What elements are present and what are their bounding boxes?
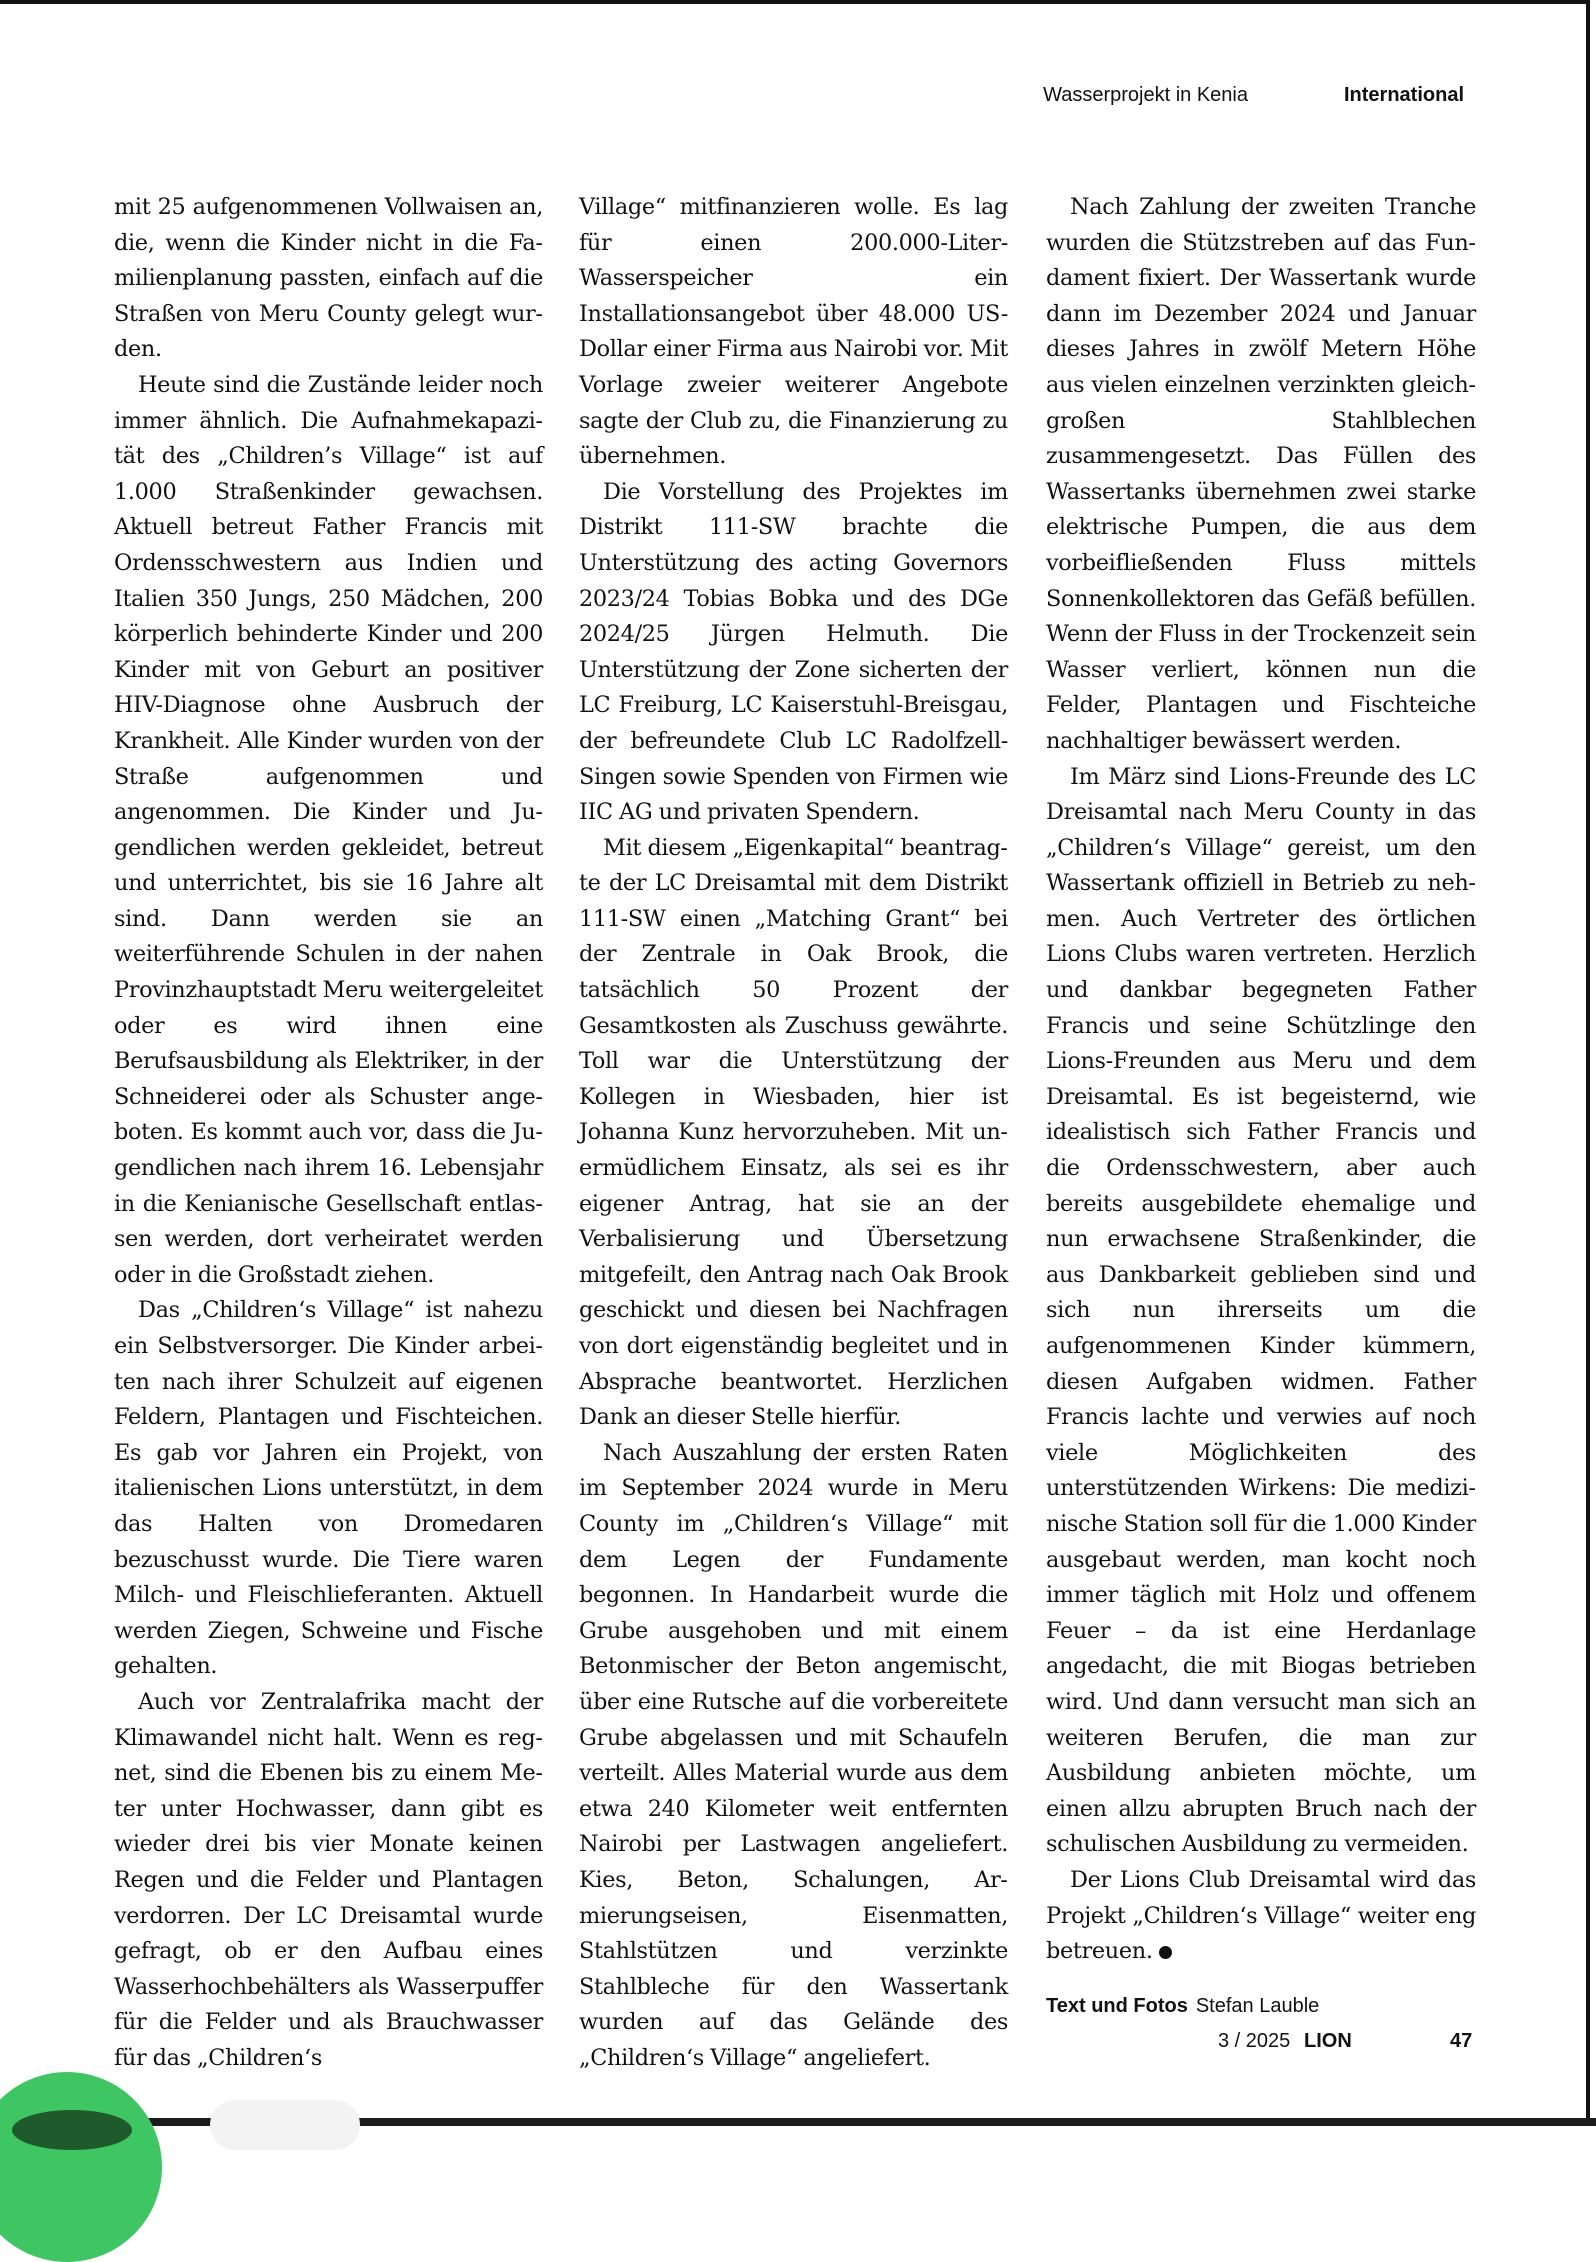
paragraph: Nach Zahlung der zweiten Tranche wurden die Stützstreben auf das Fundament fixiert. Der Wassertank wurde dann im Dezember 2024 und Januar dieses Jahres in zwölf Metern Höhe aus vielen einzelnen verzinkten gleichgroßen Stahlblechen zusammengesetzt. Das Füllen des Wassertanks übernehmen zwei starke elektrische Pumpen, die aus dem vorbeifließenden Fluss mittels Sonnenkollektoren das Gefäß befüllen. Wenn der Fluss in der Trockenzeit sein Wasser verliert, können nun die Felder, Plantagen und Fischteiche nachhaltiger bewässert werden. — [1046, 194, 1476, 754]
end-of-article-icon — [1159, 1946, 1172, 1959]
footer-magazine: LION — [1304, 2030, 1352, 2052]
footer-issue: 3 / 2025 — [1218, 2030, 1291, 2052]
paragraph: Im März sind Lions-Freunde des LC Dreisamtal nach Meru County in das „Children‘s Village“ gereist, um den Wassertank offiziell in Betrieb zu nehmen. Auch Vertreter des örtlichen Lions Clubs waren vertreten. Herzlich und dankbar begegneten Father Francis und seine Schützlinge den Lions-Freunden aus Meru und dem Dreisamtal. Es ist begeisternd, wie idealistisch sich Father Francis und die Ordensschwestern, aber auch bereits ausgebildete ehemalige und nun erwachsene Straßenkinder, die aus Dankbarkeit geblieben sind und sich nun ihrerseits um die aufgenommenen Kinder kümmern, diesen Aufgaben widmen. Father Francis lachte und verwies auf noch viele Möglichkeiten des unterstützenden Wirkens: Die medizinische Station soll für die 1.000 Kinder ausgebaut werden, man kocht noch immer täglich mit Holz und offenem Feuer – da ist eine Herdanlage angedacht, die mit Biogas betrieben wird. Und dann versucht man sich an weiteren Berufen, die man zur Ausbildung anbieten möchte, um einen allzu abrupten Bruch nach der schulischen Ausbildung zu vermeiden. — [1046, 763, 1476, 1858]
paragraph: Nach Auszahlung der ersten Raten im September 2024 wurde in Meru County im „Children‘s Village“ mit dem Legen der Fundamente begonnen. In Handarbeit wurde die Grube ausgehoben und mit einem Betonmischer der Beton angemischt, über eine Rutsche auf die vorbereitete Grube abgelassen und mit Schaufeln verteilt. Alles Material wurde aus dem etwa 240 Kilometer weit entfernten Nairobi per Lastwagen angeliefert. Kies, Beton, Schalungen, Armierungseisen, Eisenmatten, Stahlstützen und verzinkte Stahlbleche für den Wassertank wurden auf das Gelände des „Children‘s Village“ angeliefert. — [579, 1439, 1008, 2071]
header-topic: Wasserprojekt in Kenia — [1043, 84, 1248, 106]
paragraph: Das „Children‘s Village“ ist nahezu ein Selbstversorger. Die Kinder arbeiten nach ihrer Schulzeit auf eigenen Feldern, Plantagen und Fischteichen. Es gab vor Jahren ein Projekt, von italienischen Lions unterstützt, in dem das Halten von Dromedaren bezuschusst wurde. Die Tiere waren Milch- und Fleischlieferanten. Aktuell werden Ziegen, Schweine und Fische gehalten. — [114, 1297, 543, 1680]
paragraph-text: Der Lions Club Dreisamtal wird das Projekt „Children‘s Village“ weiter eng betreuen. — [1046, 1866, 1476, 1965]
paragraph: Village“ mitfinanzieren wolle. Es lag für einen 200.000-Liter-Wasserspeicher ein Installationsangebot über 48.000 US-Dollar einer Firma aus Nairobi vor. Mit Vorlage zweier weiterer Angebote sagte der Club zu, die Finanzierung zu übernehmen. — [579, 194, 1008, 470]
paragraph: Die Vorstellung des Projektes im Distrikt 111-SW brachte die Unterstützung des acting Governors 2023/24 Tobias Bobka und des DGe 2024/25 Jürgen Helmuth. Die Unterstützung der Zone sicherten der LC Freiburg, LC Kaiserstuhl-Breisgau, der befreundete Club LC Radolfzell-Singen sowie Spenden von Firmen wie IIC AG und privaten Spendern. — [579, 478, 1008, 826]
column-2 — [579, 190, 1008, 2076]
page-number: 47 — [1450, 2030, 1473, 2052]
column-1 — [114, 190, 543, 2076]
credit-label: Text und Fotos — [1046, 1994, 1188, 2017]
credit-author: Stefan Lauble — [1195, 1994, 1320, 2017]
paragraph: mit 25 aufgenommenen Vollwaisen an, die, wenn die Kinder nicht in die Familienplanung passten, einfach auf die Straßen von Meru County gelegt wurden. — [114, 194, 543, 363]
paragraph: Auch vor Zentralafrika macht der Klimawandel nicht halt. Wenn es regnet, sind die Ebenen bis zu einem Meter unter Hochwasser, dann gibt es wieder drei bis vier Monate keinen Regen und die Felder und Plantagen verdorren. Der LC Dreisamtal wurde gefragt, ob er den Aufbau eines Wasserhochbehälters als Wasserpuffer für die Felder und als Brauchwasser für das „Children‘s — [114, 1688, 543, 2071]
paragraph: Heute sind die Zustände leider noch immer ähnlich. Die Aufnahmekapazität des „Children’s Village“ ist auf 1.000 Straßenkinder gewachsen. Aktuell betreut Father Francis mit Ordensschwestern aus Indien und Italien 350 Jungs, 250 Mädchen, 200 körperlich behinderte Kinder und 200 Kinder mit von Geburt an positiver HIV-Diagnose ohne Ausbruch der Krankheit. Alle Kinder wurden von der Straße aufgenommen und angenommen. Die Kinder und Jugendlichen werden gekleidet, betreut und unterrichtet, bis sie 16 Jahre alt sind. Dann werden sie an weiterführende Schulen in der nahen Provinzhauptstadt Meru weitergeleitet oder es wird ihnen eine Berufsausbildung als Elektriker, in der Schneiderei oder als Schuster angeboten. Es kommt auch vor, dass die Jugendlichen nach ihrem 16. Lebensjahr in die Kenianische Gesellschaft entlassen werden, dort verheiratet werden oder in die Großstadt ziehen. — [114, 371, 543, 1288]
paragraph: Mit diesem „Eigenkapital“ beantragte der LC Dreisamtal mit dem Distrikt 111-SW einen „Matching Grant“ bei der Zentrale in Oak Brook, die tatsächlich 50 Prozent der Gesamtkosten als Zuschuss gewährte. Toll war die Unterstützung der Kollegen in Wiesbaden, hier ist Johanna Kunz hervorzuheben. Mit unermüdlichem Einsatz, als sei es ihr eigener Antrag, hat sie an der Verbalisierung und Übersetzung mitgefeilt, den Antrag nach Oak Brook geschickt und diesen bei Nachfragen von dort eigenständig begleitet und in Absprache beantwortet. Herzlichen Dank an dieser Stelle hierfür. — [579, 834, 1008, 1431]
column-3 — [1046, 190, 1476, 2020]
last-paragraph — [1046, 1863, 1476, 1970]
page-header — [1043, 84, 1464, 107]
header-section: International — [1343, 84, 1464, 106]
article-credit — [1046, 1992, 1476, 2020]
button-shadow — [12, 2110, 132, 2150]
viewer-pill-control[interactable] — [210, 2100, 360, 2150]
